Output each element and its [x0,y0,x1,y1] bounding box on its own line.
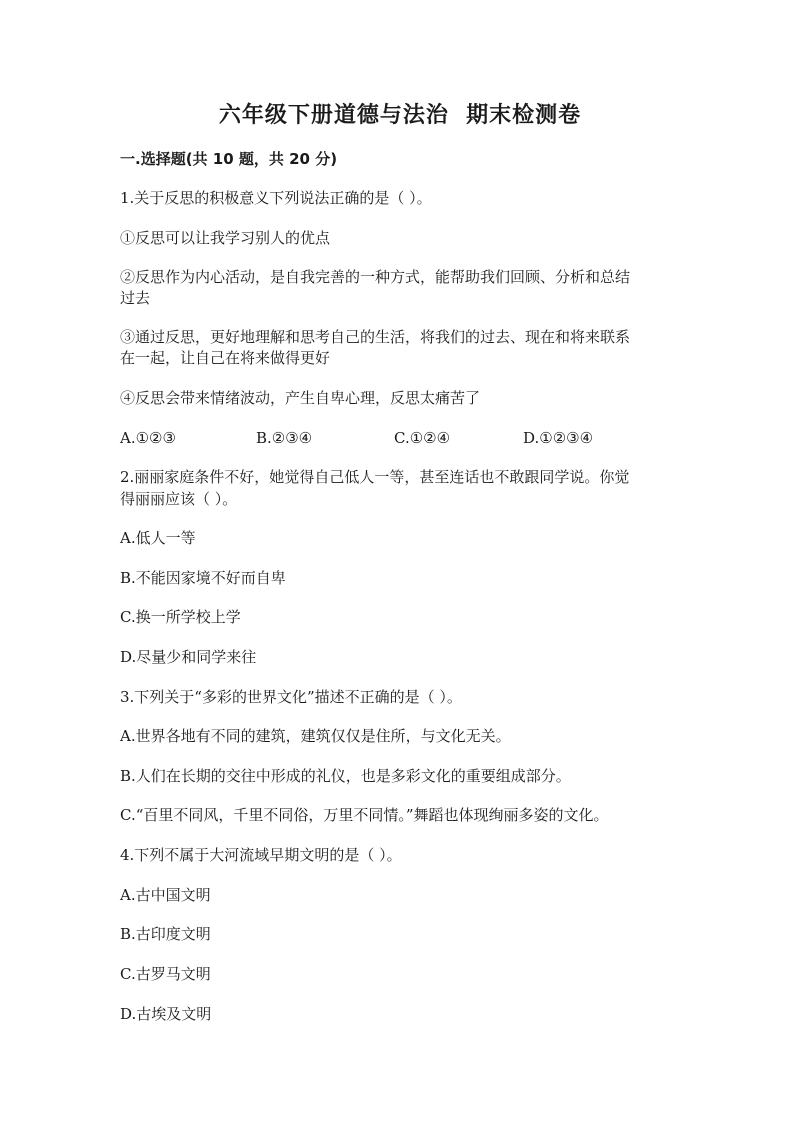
question-1-statement-2-line-1: ②反思作为内心活动，是自我完善的一种方式，能帮助我们回顾、分析和总结 [120,268,631,286]
page-title: 六年级下册道德与法治 期末检测卷 [218,102,582,128]
question-1-options [120,426,680,450]
question-1-option-d[interactable]: D.①②③④ [523,429,594,447]
question-2-stem-line-1: 2.丽丽家庭条件不好，她觉得自己低人一等，甚至连话也不敢跟同学说。你觉 [120,468,630,486]
question-1-statement-1: ①反思可以让我学习别人的优点 [120,229,331,247]
question-3-stem: 3.下列关于“多彩的世界文化”描述不正确的是（ ）。 [120,688,462,706]
question-1-stem: 1.关于反思的积极意义下列说法正确的是（ ）。 [120,189,432,207]
question-1-statement-4: ④反思会带来情绪波动，产生自卑心理，反思太痛苦了 [120,389,481,407]
question-3-option-c[interactable]: C.“百里不同风，千里不同俗，万里不同情。”舞蹈也体现绚丽多姿的文化。 [120,806,609,824]
question-4-option-c[interactable]: C.古罗马文明 [120,965,211,983]
question-2-stem-line-2: 得丽丽应该（ ）。 [120,490,238,508]
question-1-option-c[interactable]: C.①②④ [394,429,451,447]
question-1-statement-2-line-2: 过去 [120,289,151,307]
question-2-option-d[interactable]: D.尽量少和同学来往 [120,648,257,666]
question-2-option-b[interactable]: B.不能因家境不好而自卑 [120,569,286,587]
question-1-statement-3-line-2: 在一起，让自己在将来做得更好 [120,349,331,367]
question-2-option-a[interactable]: A.低人一等 [120,529,196,547]
section-heading: 一.选择题(共 10 题，共 20 分) [120,150,338,168]
question-1-option-a[interactable]: A.①②③ [120,429,176,447]
question-1-statement-3-line-1: ③通过反思，更好地理解和思考自己的生活，将我们的过去、现在和将来联系 [120,328,631,346]
question-4-option-b[interactable]: B.古印度文明 [120,925,211,943]
question-2-option-c[interactable]: C.换一所学校上学 [120,608,241,626]
question-3-option-b[interactable]: B.人们在长期的交往中形成的礼仪，也是多彩文化的重要组成部分。 [120,767,571,785]
question-3-option-a[interactable]: A.世界各地有不同的建筑，建筑仅仅是住所，与文化无关。 [120,727,511,745]
question-4-option-a[interactable]: A.古中国文明 [120,886,211,904]
question-1-option-b[interactable]: B.②③④ [256,429,313,447]
question-4-stem: 4.下列不属于大河流域早期文明的是（ ）。 [120,846,402,864]
question-4-option-d[interactable]: D.古埃及文明 [120,1005,212,1023]
